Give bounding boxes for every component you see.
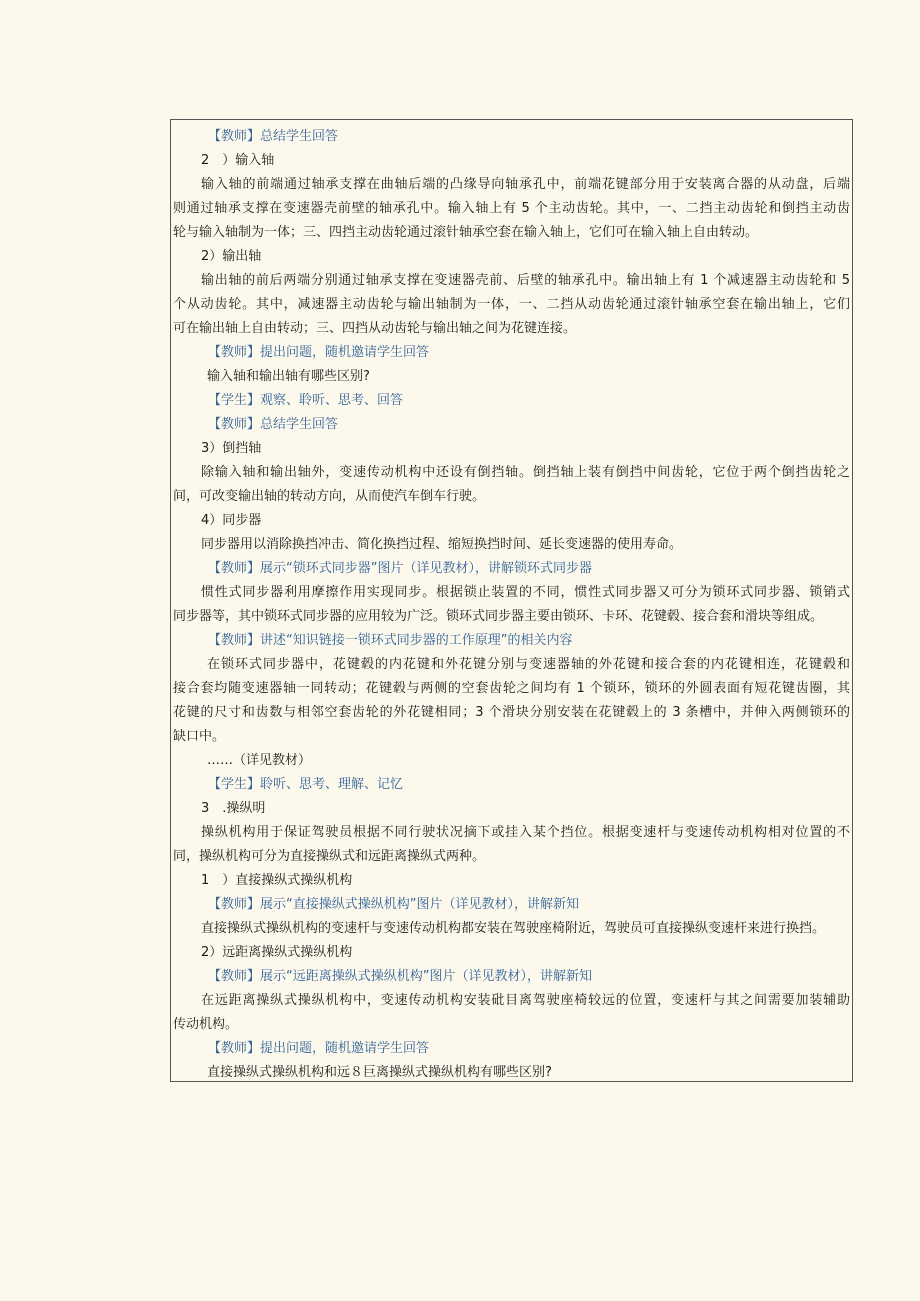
student-note: 【学生】观察、聆听、思考、回答 [208, 393, 404, 408]
teacher-note: 【教师】讲述“知识链接一锁环式同步器的工作原理”的相关内容 [208, 633, 573, 648]
paragraph-line: 接合套均随变速器轴一同转动；花键毂与两侧的空套齿轮之间均有 1 个锁环，锁环的外圆表面有短花键齿圈，其 [173, 681, 850, 696]
teacher-note: 【教师】展示“锁环式同步器”图片（详见教材），讲解锁环式同步器 [208, 561, 592, 576]
paragraph-line: 同步器用以消除换挡冲击、简化换挡过程、缩短换挡时间、延长变速器的使用寿命。 [201, 537, 683, 552]
paragraph-line: 间，可改变输出轴的转动方向，从而使汽车倒车行驶。 [173, 489, 486, 504]
paragraph-line: 个从动齿轮。其中，减速器主动齿轮与输出轴制为一体，一、二挡从动齿轮通过滚针轴承空套在输出轴上，它们 [173, 297, 850, 312]
paragraph-line: 操纵机构用于保证驾驶员根据不同行驶状况摘下或挂入某个挡位。根据变速杆与变速传动机构相对位置的不 [201, 825, 850, 840]
teacher-note: 【教师】总结学生回答 [208, 417, 339, 432]
paragraph-line: 轮与输入轴制为一体；三、四挡主动齿轮通过滚针轴承空套在输入轴上，它们可在输入轴上自由转动。 [173, 225, 759, 240]
paragraph-line: 传动机构。 [173, 1017, 239, 1032]
teacher-note: 【教师】总结学生回答 [208, 129, 339, 144]
paragraph-line: 则通过轴承支撑在变速器壳前壁的轴承孔中。输入轴上有 5 个主动齿轮。其中，一、二挡主动齿轮和倒挡主动齿 [173, 201, 850, 216]
section-heading: 3 .操纵明 [201, 801, 266, 816]
section-heading: 2）远距离操纵式操纵机构 [201, 945, 353, 960]
student-note: 【学生】聆听、思考、理解、记忆 [208, 777, 404, 792]
paragraph-line: 同步器等，其中锁环式同步器的应用较为广泛。锁环式同步器主要由锁环、卡环、花键毂、接合套和滑块等组成。 [173, 609, 824, 624]
paragraph-line: 可在输出轴上自由转动；三、四挡从动齿轮与输出轴之间为花键连接。 [173, 321, 577, 336]
section-heading: 2）输出轴 [201, 249, 262, 264]
section-heading: 4）同步器 [201, 513, 262, 528]
teacher-note: 【教师】提出问题，随机邀请学生回答 [208, 345, 430, 360]
section-heading: 3）倒挡轴 [201, 441, 262, 456]
question-line: 输入轴和输出轴有哪些区别? [207, 369, 370, 384]
question-line: 直接操纵式操纵机构和远８巨离操纵式操纵机构有哪些区别? [207, 1065, 552, 1080]
paragraph-line: 在远距离操纵式操纵机构中，变速传动机构安装砒目离驾驶座椅较远的位置，变速杆与其之间需要加装辅助 [201, 993, 850, 1008]
paragraph-line: 在锁环式同步器中，花键毂的内花键和外花键分别与变速器轴的外花键和接合套的内花键相连，花键毂和 [207, 657, 850, 672]
paragraph-line: 输出轴的前后两端分别通过轴承支撑在变速器壳前、后壁的轴承孔中。输出轴上有 1 个减速器主动齿轮和 5 [201, 273, 850, 288]
section-heading: 2 ）输入轴 [201, 153, 275, 168]
paragraph-line: 输入轴的前端通过轴承支撑在曲轴后端的凸缘导向轴承孔中，前端花键部分用于安装离合器的从动盘，后端 [201, 177, 850, 192]
paragraph-line: 同，操纵机构可分为直接操纵式和远距离操纵式两种。 [173, 849, 486, 864]
teacher-note: 【教师】提出问题，随机邀请学生回答 [208, 1041, 430, 1056]
paragraph-line: 惯性式同步器利用摩擦作用实现同步。根据锁止装置的不同，惯性式同步器又可分为锁环式同步器、锁销式 [201, 585, 850, 600]
lesson-table-cell [170, 119, 853, 1082]
see-textbook-line: ……（详见教材） [207, 753, 312, 768]
paragraph-line: 除输入轴和输出轴外，变速传动机构中还设有倒挡轴。倒挡轴上装有倒挡中间齿轮，它位于两个倒挡齿轮之 [201, 465, 850, 480]
teacher-note: 【教师】展示“直接操纵式操纵机构”图片（详见教材），讲解新知 [208, 897, 579, 912]
paragraph-line: 缺口中。 [173, 729, 226, 744]
section-heading: 1 ）直接操纵式操纵机构 [201, 873, 353, 888]
teacher-note: 【教师】展示“远距离操纵式操纵机构”图片（详见教材），讲解新知 [208, 969, 592, 984]
paragraph-line: 花键的尺寸和齿数与相邻空套齿轮的外花键相同；3 个滑块分别安装在花键毂上的 3 条槽中，并伸入两侧锁环的 [173, 705, 850, 720]
paragraph-line: 直接操纵式操纵机构的变速杆与变速传动机构都安装在驾驶座椅附近，驾驶员可直接操纵变速杆来进行换挡。 [201, 921, 826, 936]
